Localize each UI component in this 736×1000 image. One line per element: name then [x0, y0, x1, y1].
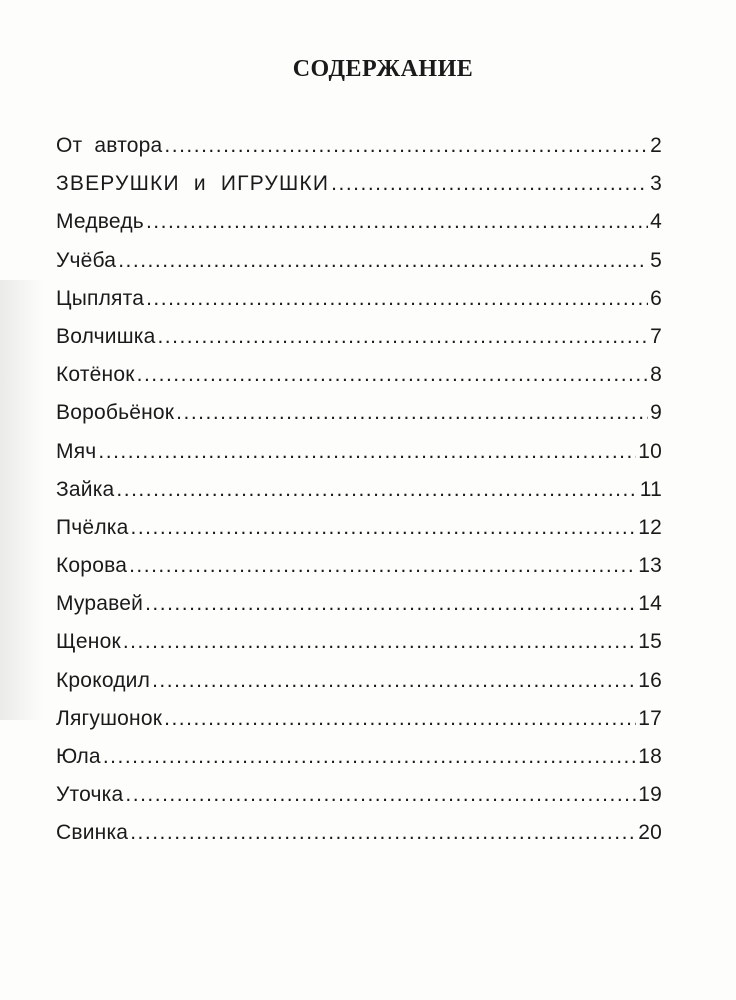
- toc-entry-label: Зайка: [56, 477, 115, 501]
- toc-entry: [56, 630, 662, 668]
- toc-entry: [56, 325, 662, 363]
- toc-entry: [56, 210, 662, 248]
- dot-leader: [145, 592, 636, 616]
- toc-entry: [56, 669, 662, 707]
- toc-entry-label: Корова: [56, 554, 128, 578]
- toc-entry-label: Мяч: [56, 439, 97, 463]
- dot-leader: [123, 630, 636, 654]
- toc-entry-label: Пчёлка: [56, 515, 129, 539]
- toc-entry-page: 8: [650, 363, 662, 387]
- toc-entry-page: 18: [638, 745, 662, 768]
- toc-entry-page: 13: [638, 554, 662, 578]
- toc-entry-page: 14: [638, 592, 662, 616]
- toc-entry: [56, 134, 662, 172]
- toc-section-label: ЗВЕРУШКИ и ИГРУШКИ: [56, 172, 330, 196]
- toc-entry: [56, 745, 662, 783]
- dot-leader: [146, 287, 648, 311]
- toc-entry-label: Медведь: [56, 210, 144, 234]
- toc-entry-page: 7: [650, 324, 662, 348]
- toc-entry-page: 17: [638, 706, 662, 730]
- scan-shadow: [0, 280, 44, 720]
- dot-leader: [157, 325, 648, 349]
- toc-entry-label: Учёба: [56, 248, 117, 272]
- dot-leader: [152, 669, 636, 693]
- toc-entry-page: 2: [650, 134, 662, 157]
- toc-entry-label: Волчишка: [56, 324, 156, 348]
- dot-leader: [98, 440, 636, 464]
- toc-entry: [56, 363, 662, 401]
- toc-entry-page: 4: [650, 210, 662, 234]
- toc-entry-page: 20: [638, 821, 662, 845]
- toc-entry: [56, 554, 662, 592]
- toc-entry-page: 9: [650, 401, 662, 425]
- toc-entry-label: Крокодил: [56, 668, 151, 692]
- toc-entry-label: Лягушонок: [56, 706, 163, 730]
- toc-entry-page: 5: [650, 248, 662, 272]
- toc-entry: [56, 783, 662, 821]
- dot-leader: [146, 210, 648, 234]
- toc-entry-page: 10: [638, 439, 662, 463]
- toc-entry-page: 15: [638, 630, 662, 654]
- toc-entry-label: От автора: [56, 134, 163, 157]
- toc-entry-label: Юла: [56, 745, 101, 768]
- toc-entry-label: Цыплята: [56, 286, 145, 310]
- toc-entry: [56, 478, 662, 516]
- dot-leader: [116, 478, 637, 502]
- toc-entry: [56, 401, 662, 439]
- dot-leader: [164, 707, 636, 731]
- dot-leader: [331, 172, 648, 196]
- dot-leader: [125, 783, 636, 807]
- toc-entry: [56, 440, 662, 478]
- dot-leader: [103, 745, 636, 769]
- toc-entry-label: Муравей: [56, 592, 144, 616]
- dot-leader: [176, 401, 648, 425]
- toc-entry: [56, 707, 662, 745]
- dot-leader: [131, 516, 637, 540]
- toc-entry-label: Щенок: [56, 630, 121, 654]
- toc-entry-page: 11: [639, 477, 662, 501]
- toc-entry-page: 3: [650, 172, 662, 196]
- dot-leader: [164, 134, 648, 158]
- toc-entry-page: 6: [650, 286, 662, 310]
- page-title: СОДЕРЖАНИЕ: [292, 56, 474, 82]
- dot-leader: [130, 821, 636, 845]
- toc-entry-label: Свинка: [56, 821, 129, 845]
- toc-entry: [56, 821, 662, 859]
- toc-entry: [56, 516, 662, 554]
- toc-entry: [56, 287, 662, 325]
- toc-entry-page: 16: [638, 668, 662, 692]
- dot-leader: [129, 554, 636, 578]
- toc-entry-page: 12: [638, 515, 662, 539]
- dot-leader: [118, 249, 648, 273]
- toc-entry: [56, 592, 662, 630]
- table-of-contents: [56, 134, 662, 860]
- dot-leader: [137, 363, 648, 387]
- toc-entry: [56, 172, 662, 210]
- toc-entry-page: 19: [638, 783, 662, 807]
- toc-entry: [56, 249, 662, 287]
- toc-entry-label: Воробьёнок: [56, 401, 175, 425]
- toc-entry-label: Котёнок: [56, 363, 135, 387]
- toc-entry-label: Уточка: [56, 783, 124, 807]
